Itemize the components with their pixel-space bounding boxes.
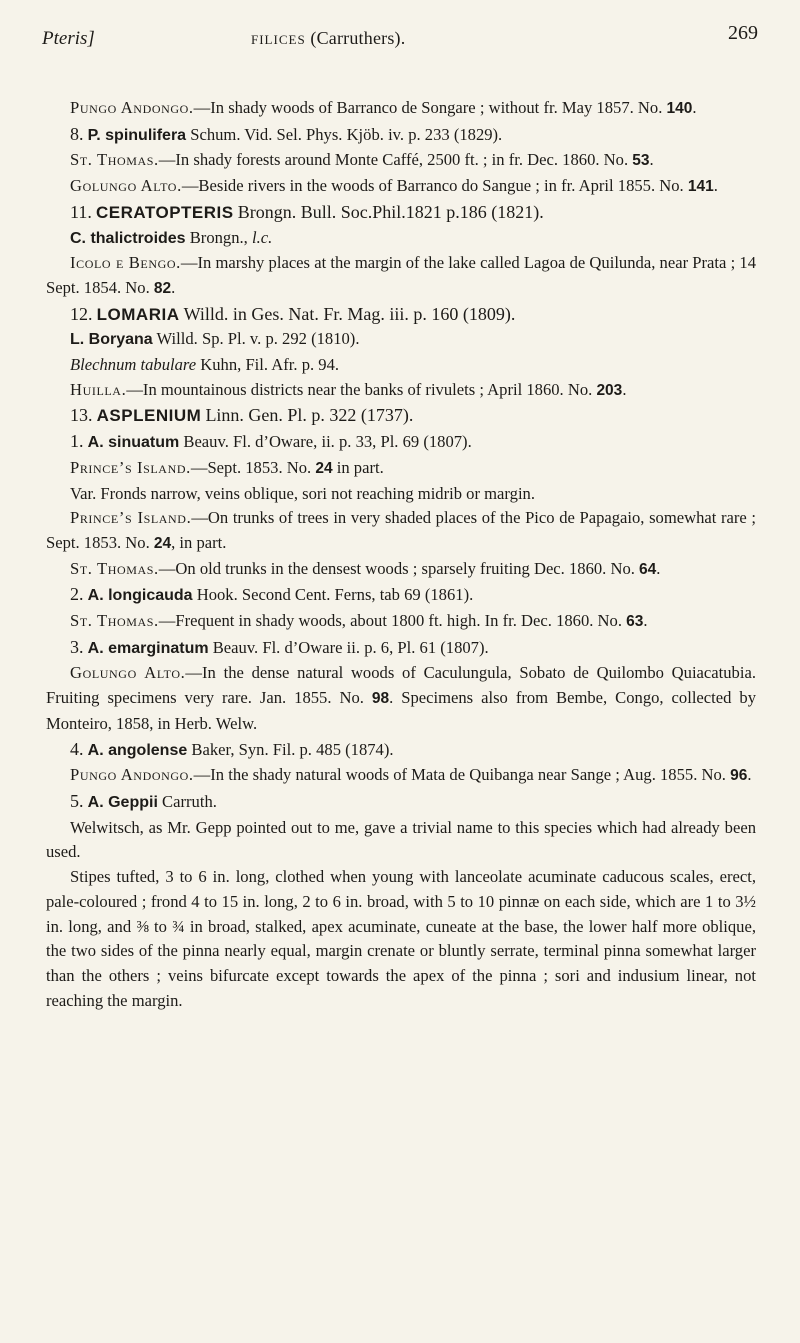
specimen-number: 140 xyxy=(666,100,693,117)
locality-record xyxy=(46,378,756,404)
record-text: —In the dense natural woods of Caculungula, Sobato de Quilombo Quiacatubia. Fruiting specimens very rare. Jan. 1855. No. xyxy=(46,663,756,708)
specimen-number: 53 xyxy=(632,152,650,170)
entry-index: 11. xyxy=(70,201,92,222)
citation: Baker, Syn. Fil. p. 485 (1874). xyxy=(191,739,394,759)
locality-name: Huilla. xyxy=(70,379,127,399)
species-heading xyxy=(46,327,756,353)
specimen-number: 64 xyxy=(639,560,657,578)
entry-index: 13. xyxy=(70,405,93,426)
citation: Beauv. Fl. d’Oware, ii. p. 33, Pl. 69 (1807). xyxy=(183,432,472,452)
page-number: 269 xyxy=(728,22,758,44)
species-heading xyxy=(46,429,756,456)
locality-name: Prince’s Island. xyxy=(70,508,192,528)
specimen-number: 63 xyxy=(626,613,644,631)
specimen-number: 203 xyxy=(596,381,623,399)
species-heading xyxy=(46,635,756,662)
citation: Willd. in Ges. Nat. Fr. Mag. iii. p. 160 (1809). xyxy=(183,303,516,324)
record-text: —On old trunks in the densest woods ; sparsely fruiting Dec. 1860. No. xyxy=(158,558,635,578)
entry-index: 12. xyxy=(70,303,93,324)
species-heading xyxy=(46,737,756,764)
citation: Carruth. xyxy=(162,791,217,811)
record-end: . xyxy=(649,150,654,170)
taxon-name: A. angolense xyxy=(87,741,188,759)
record-text: —In shady woods of Barranco de Songare ; without fr. May 1857. No. xyxy=(193,98,663,117)
record-end: . Specimens also from Bembe, Congo, collected by Monteiro, 1858, in Herb. Welw. xyxy=(46,688,756,733)
genus-heading xyxy=(46,302,756,328)
genus-heading xyxy=(46,200,756,226)
locality-name: St. Thomas. xyxy=(70,611,159,631)
specimen-number: 24 xyxy=(315,459,333,477)
citation: Linn. Gen. Pl. p. 322 (1737). xyxy=(205,405,414,426)
synonym-name: Blechnum tabulare xyxy=(70,355,197,375)
record-end: . xyxy=(171,277,176,297)
locality-name: Icolo e Bengo. xyxy=(70,253,181,273)
running-header xyxy=(42,16,760,56)
citation: Kuhn, Fil. Afr. p. 94. xyxy=(200,355,340,375)
specimen-number: 82 xyxy=(153,279,172,297)
locality-record xyxy=(46,609,756,635)
taxon-name: L. Boryana xyxy=(70,331,153,349)
record-text: —On trunks of trees in very shaded places of the Pico de Papagaio, somewhat rare ; Sept. 1853. No. xyxy=(46,508,756,552)
citation: Beauv. Fl. d’Oware ii. p. 6, Pl. 61 (1807). xyxy=(212,637,489,657)
citation: Schum. Vid. Sel. Phys. Kjöb. iv. p. 233 (1829). xyxy=(190,124,503,144)
description-text: Welwitsch, as Mr. Gepp pointed out to me, gave a trivial name to this species which had already been used. xyxy=(46,817,756,862)
record-text: —Sept. 1853. No. xyxy=(190,457,312,477)
entry-index: 5. xyxy=(70,790,84,811)
taxon-name: A. longicauda xyxy=(87,587,193,605)
taxon-name: A. sinuatum xyxy=(87,434,180,452)
locality-record xyxy=(46,763,756,789)
specimen-number: 98 xyxy=(371,690,390,708)
record-end: in part. xyxy=(332,457,384,477)
record-text: —Beside rivers in the woods of Barranco do Sangue ; in fr. April 1855. No. xyxy=(181,176,684,196)
citation: Brongn. Bull. Soc.Phil.1821 p.186 (1821). xyxy=(237,201,544,222)
specimen-number: 96 xyxy=(730,767,748,785)
taxon-name: ASPLENIUM xyxy=(96,406,202,426)
record-end: . xyxy=(692,98,697,117)
locality-name: Prince’s Island. xyxy=(70,457,191,477)
body-text xyxy=(46,96,756,1013)
description-paragraph xyxy=(46,816,756,865)
taxon-name: C. thalictroides xyxy=(70,229,186,247)
record-end: , in part. xyxy=(171,532,227,552)
specimen-number: 141 xyxy=(687,178,714,196)
locality-record xyxy=(46,456,756,482)
specimen-number: 24 xyxy=(153,534,172,552)
running-genus: Pteris] xyxy=(42,28,95,49)
locality-record xyxy=(46,661,756,736)
record-text: —Frequent in shady woods, about 1800 ft. high. In fr. Dec. 1860. No. xyxy=(158,611,622,631)
description-paragraph xyxy=(46,865,756,1013)
entry-index: 4. xyxy=(70,738,84,759)
locality-record xyxy=(46,96,756,122)
running-title: filices (Carruthers). xyxy=(251,28,406,48)
locality-name: St. Thomas. xyxy=(70,150,159,170)
species-heading xyxy=(46,226,756,252)
locality-name: St. Thomas. xyxy=(70,558,159,578)
citation: Willd. Sp. Pl. v. p. 292 (1810). xyxy=(156,329,360,349)
locality-record xyxy=(46,174,756,200)
record-end: . xyxy=(643,611,648,631)
description-text: Stipes tufted, 3 to 6 in. long, clothed when young with lanceolate acuminate caducous scales, erect, pale-coloured ; frond 4 to 15 in. long, 2 to 6 in. broad, with 5 to 10 pinnæ on each side, which are 1 to 3½ in. long, and ⅜ to ¾ in broad, stalked, apex acuminate, cuneate at the base, the lower half more oblique, the two sides of the pinna nearly equal, margin crenate or bluntly serrate, terminal pinna somewhat larger than the others ; veins bifurcate except towards the apex of the pinna ; sori and indusium linear, not reaching the margin. xyxy=(46,867,756,1010)
locality-record xyxy=(46,557,756,583)
locality-record xyxy=(46,148,756,174)
record-end: . xyxy=(747,765,752,785)
citation-italic: l.c. xyxy=(251,227,273,247)
locality-name: Golungo Alto. xyxy=(70,663,186,683)
record-text: —In mountainous districts near the banks of rivulets ; April 1860. No. xyxy=(126,379,593,399)
record-text: —In shady forests around Monte Caffé, 2500 ft. ; in fr. Dec. 1860. No. xyxy=(158,150,629,170)
locality-name: Pungo Andongo. xyxy=(70,98,194,117)
record-text: —In the shady natural woods of Mata de Quibanga near Sange ; Aug. 1855. No. xyxy=(193,765,726,785)
entry-index: 2. xyxy=(70,584,84,605)
citation: Hook. Second Cent. Ferns, tab 69 (1861). xyxy=(196,585,474,605)
entry-index: 8. xyxy=(70,123,84,144)
locality-name: Pungo Andongo. xyxy=(70,765,194,785)
locality-record xyxy=(46,251,756,301)
entry-index: 1. xyxy=(70,431,84,452)
species-heading xyxy=(46,789,756,816)
species-heading xyxy=(46,122,756,149)
synonym xyxy=(46,353,756,378)
genus-heading xyxy=(46,403,756,429)
variety-note xyxy=(46,482,756,507)
taxon-name: A. emarginatum xyxy=(87,639,209,657)
taxon-name: LOMARIA xyxy=(96,304,180,324)
record-end: . xyxy=(713,176,718,196)
taxon-name: A. Geppii xyxy=(87,793,158,811)
locality-name: Golungo Alto. xyxy=(70,176,182,196)
locality-record xyxy=(46,506,756,556)
record-end: . xyxy=(656,558,661,578)
species-heading xyxy=(46,582,756,609)
citation: Brongn., xyxy=(189,227,252,247)
record-text: —In marshy places at the margin of the lake called Lagoa de Quilunda, near Prata ; 14 Sept. 1854. No. xyxy=(46,253,756,297)
taxon-name: CERATOPTERIS xyxy=(96,202,234,222)
variety-text: Var. Fronds narrow, veins oblique, sori not reaching midrib or margin. xyxy=(70,483,536,503)
entry-index: 3. xyxy=(70,636,84,657)
record-end: . xyxy=(622,379,627,399)
taxon-name: P. spinulifera xyxy=(87,126,187,144)
